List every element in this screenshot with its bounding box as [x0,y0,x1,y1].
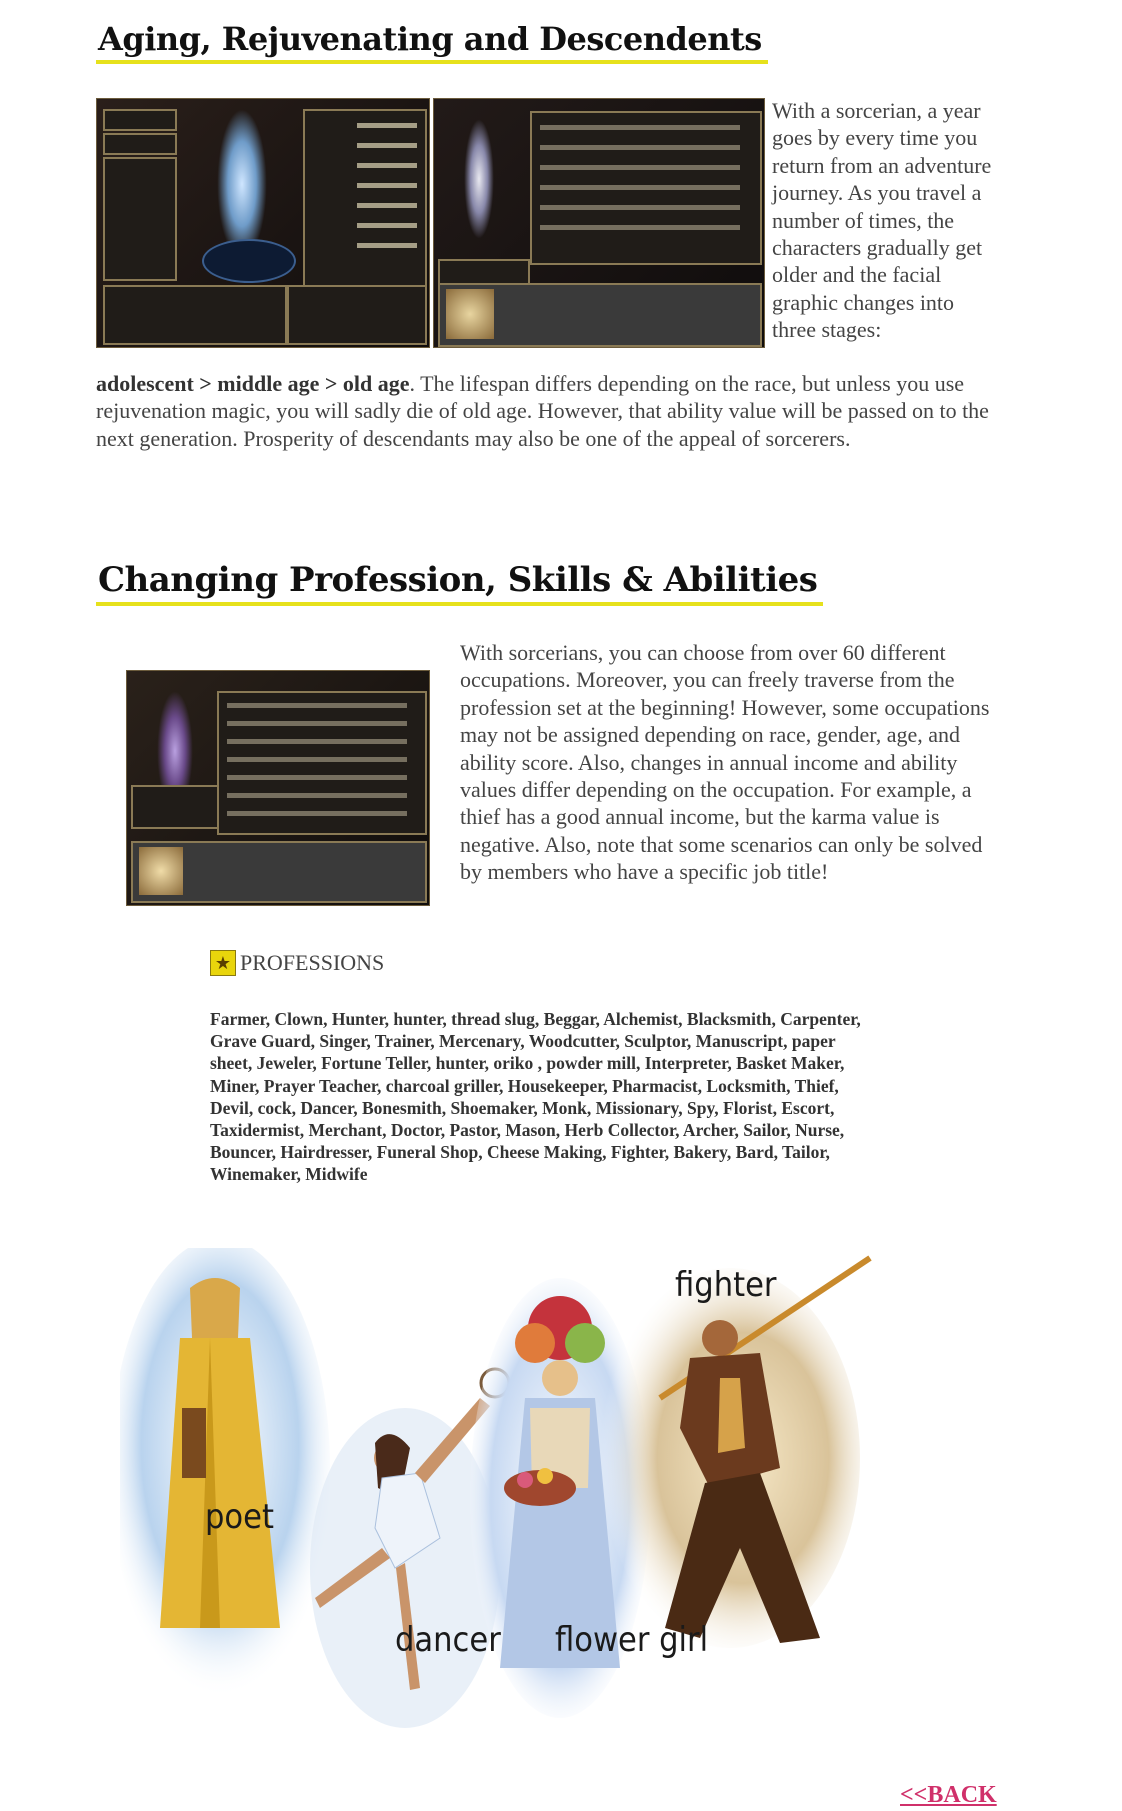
label-fighter: fighter [675,1265,777,1305]
character-artwork [120,1248,960,1728]
professions-heading-text: PROFESSIONS [240,950,385,975]
professions-list: Farmer, Clown, Hunter, hunter, thread slug, Beggar, Alchemist, Blacksmith, Carpenter, Grave Guard, Singer, Trainer, Mercenary, Woodcutter, Sculptor, Manuscript, paper sheet, Jeweler, Fortune Teller, hunter, oriko , powder mill, Interpreter, Basket Maker, Miner, Prayer Teacher, charcoal griller, Housekeeper, Pharmacist, Locksmith, Thief, Devil, cock, Dancer, Bonesmith, Shoemaker, Monk, Missionary, Spy, Florist, Escort, Taxidermist, Merchant, Doctor, Pastor, Mason, Herb Collector, Archer, Sailor, Nurse, Bouncer, Hairdresser, Funeral Shop, Cheese Making, Fighter, Bakery, Bard, Tailor, Winemaker, Midwife [210,1009,861,1185]
screenshot-character-status [96,98,430,348]
label-dancer: dancer [395,1620,501,1660]
screenshot-profession-screen [126,670,430,906]
screenshot-profession-menu [433,98,765,348]
aging-paragraph-rest [96,370,1001,452]
section-heading-profession [96,560,823,606]
poet-figure [120,1248,330,1698]
professions-heading [210,950,384,976]
section-heading-aging [96,20,768,64]
label-poet: poet [205,1497,274,1537]
fighter-figure [600,1258,870,1648]
star-icon: ★ [210,950,236,976]
aging-paragraph-continuation: . The lifespan differs depending on the race, but unless you use rejuvenation magic, you will sadly die of old age. However, that ability value will be passed on to the next generation. Prosperity of descendants may also be one of the appeal of sorcerers. [96,371,989,451]
aging-paragraph-intro: With a sorcerian, a year goes by every time you return from an adventure journey. As you travel a number of times, the characters gradually get older and the facial graphic changes into three stages: [772,98,992,343]
heading-text: Changing Profession, Skills & Abilities [96,560,823,606]
label-flower-girl: flower girl [555,1620,709,1660]
heading-text: Aging, Rejuvenating and Descendents [96,20,768,64]
age-stages: adolescent > middle age > old age [96,371,410,396]
profession-paragraph: With sorcerians, you can choose from over 60 different occupations. Moreover, you can freely traverse from the profession set at the beginning! However, some occupations may not be assigned depending on race, gender, age, and ability score. Also, changes in annual income and ability values differ depending on the occupation. For example, a thief has a good annual income, but the karma value is negative. Also, note that some scenarios can only be solved by members who have a specific job title! [460,640,990,885]
back-link[interactable]: <<BACK [900,1782,997,1808]
